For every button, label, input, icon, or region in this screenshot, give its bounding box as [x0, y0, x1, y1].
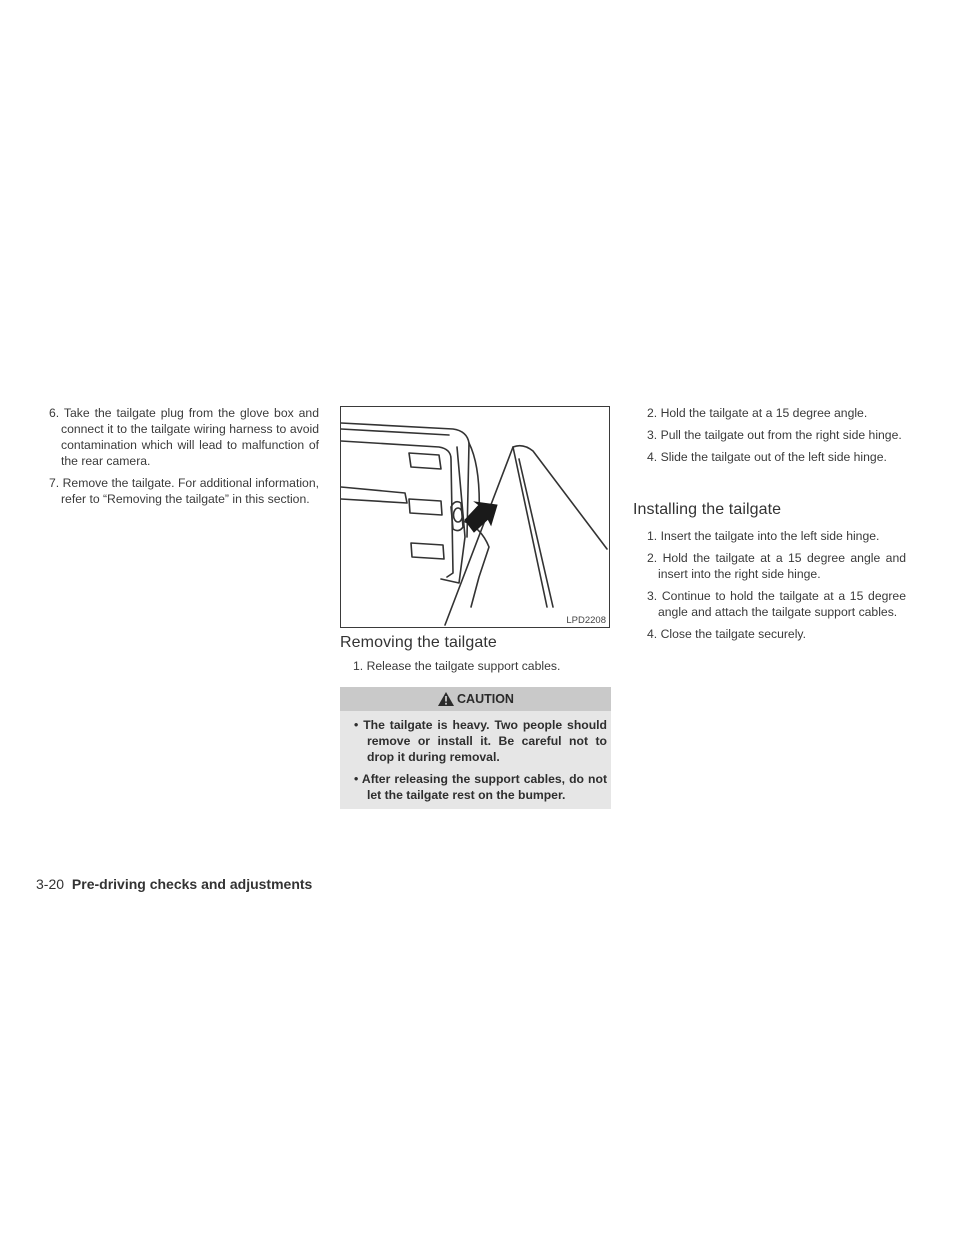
removing-heading: Removing the tailgate	[340, 634, 497, 651]
caution-text: The tailgate is heavy. Two people should remove or install it. Be careful not to drop it during removal.	[363, 718, 607, 764]
step-text: Take the tailgate plug from the glove box and connect it to the tailgate wiring harness to avoid contamination which will lead to malfunction of the rear camera.	[61, 406, 319, 468]
caution-body	[340, 711, 611, 809]
step-text: Insert the tailgate into the left side hinge.	[660, 529, 880, 543]
caution-title: CAUTION	[457, 692, 514, 706]
caution-item	[340, 771, 607, 803]
removing-step-4	[633, 449, 906, 465]
installing-step-3	[633, 588, 906, 620]
page-footer	[36, 876, 312, 892]
arrow-pointer	[465, 502, 497, 532]
step-number: 1.	[647, 529, 658, 543]
installing-step-2	[633, 550, 906, 582]
left-column	[36, 405, 319, 513]
step-6	[36, 405, 319, 469]
step-text: Remove the tailgate. For additional information, refer to “Removing the tailgate” in this section.	[61, 476, 319, 506]
bullet: •	[354, 772, 359, 786]
caution-item	[340, 717, 607, 765]
step-number: 6.	[49, 406, 60, 420]
step-number: 3.	[647, 589, 658, 603]
step-number: 4.	[647, 627, 658, 641]
tailgate-drawing	[341, 407, 609, 627]
installing-step-1	[633, 528, 906, 544]
installing-step-4	[633, 626, 906, 642]
step-list-continued	[36, 405, 319, 507]
step-number: 2.	[647, 551, 658, 565]
figure-code: LPD2208	[566, 615, 606, 626]
tailgate-illustration	[340, 406, 610, 628]
step-text: Hold the tailgate at a 15 degree angle and insert into the right side hinge.	[658, 551, 906, 581]
step-text: Pull the tailgate out from the right side hinge.	[660, 428, 902, 442]
step-number: 1.	[353, 659, 364, 673]
warning-triangle-icon	[437, 691, 455, 707]
caution-text: After releasing the support cables, do not let the tailgate rest on the bumper.	[361, 772, 607, 802]
step-number: 7.	[49, 476, 60, 490]
step-number: 3.	[647, 428, 658, 442]
step-text: Release the tailgate support cables.	[366, 659, 561, 673]
step-number: 4.	[647, 450, 658, 464]
right-column	[633, 405, 906, 471]
installing-step-list	[633, 528, 906, 642]
caution-box	[340, 687, 611, 809]
step-number: 2.	[647, 406, 658, 420]
removing-step-3	[633, 427, 906, 443]
step-text: Close the tailgate securely.	[660, 627, 806, 641]
page-number: 3-20	[36, 876, 65, 892]
section-title: Pre-driving checks and adjustments	[71, 876, 313, 892]
step-text: Continue to hold the tailgate at a 15 degree angle and attach the tailgate support cables.	[658, 589, 906, 619]
step-text: Slide the tailgate out of the left side hinge.	[660, 450, 887, 464]
removing-step-1	[340, 658, 611, 674]
installing-steps	[633, 528, 906, 648]
step-text: Hold the tailgate at a 15 degree angle.	[660, 406, 868, 420]
bullet: •	[354, 718, 359, 732]
step-7	[36, 475, 319, 507]
removing-step-list-continued	[633, 405, 906, 465]
removing-step-2	[633, 405, 906, 421]
caution-header	[340, 687, 611, 711]
removing-step-list	[340, 658, 611, 674]
installing-heading: Installing the tailgate	[633, 501, 782, 518]
removing-steps	[340, 658, 611, 680]
